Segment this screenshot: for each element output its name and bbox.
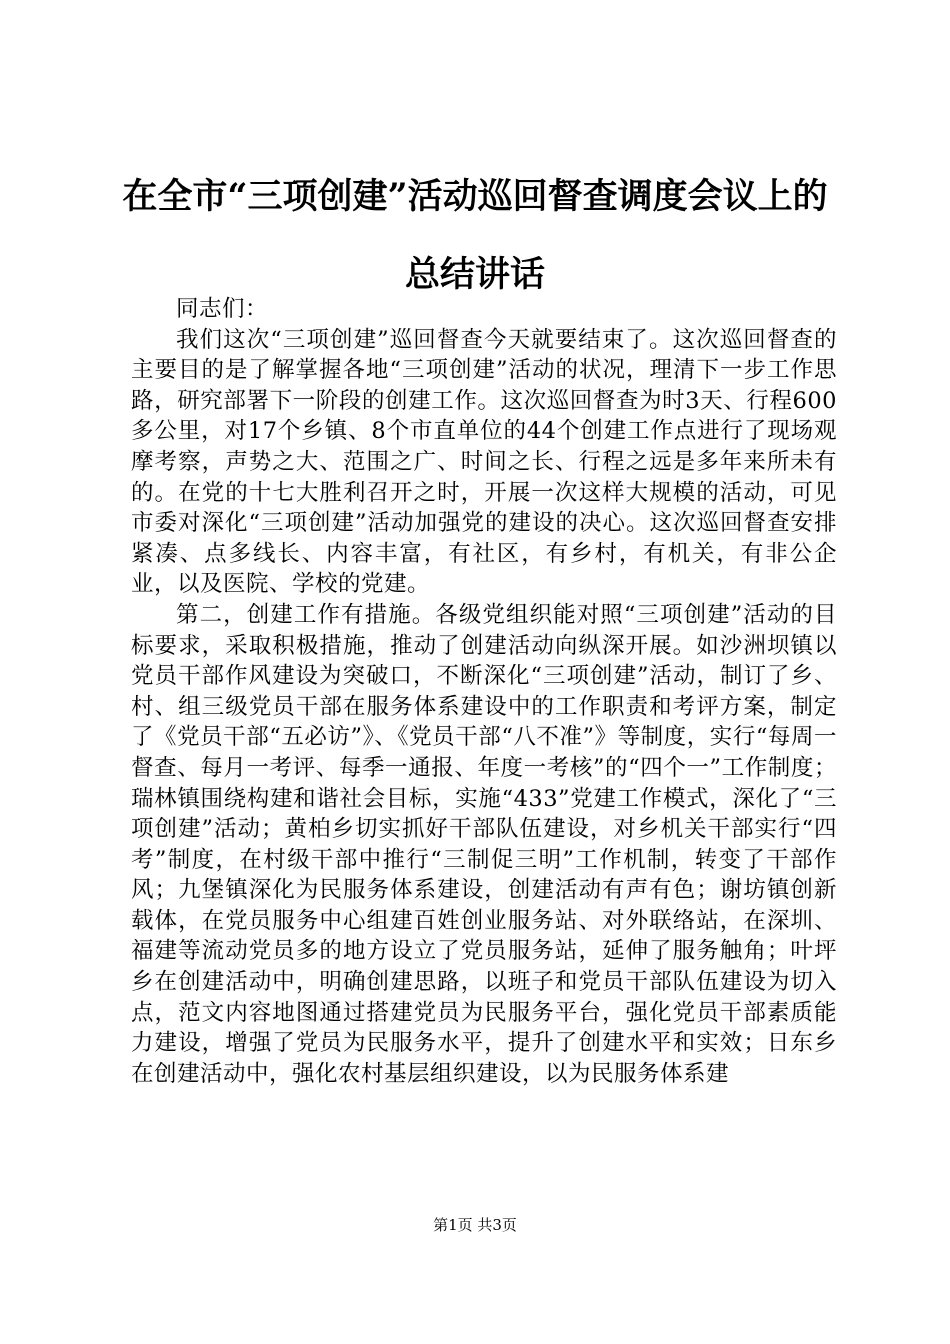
document-title: 在全市“三项创建”活动巡回督查调度会议上的总结讲话 <box>122 176 828 295</box>
document-body <box>131 294 837 1089</box>
salutation: 同志们： <box>176 296 269 322</box>
paragraph-intro: 我们这次“三项创建”巡回督查今天就要结束了。这次巡回督查的主要目的是了解掌握各地“三项创建”活动的状况，理清下一步工作思路，研究部署下一阶段的创建工作。这次巡回督查为时3天、行程600多公里，对17个乡镇、8个市直单位的44个创建工作点进行了现场观摩考察，声势之大、范围之广、时间之长、行程之远是多年来所未有的。在党的十七大胜利召开之时，开展一次这样大规模的活动，可见市委对深化“三项创建”活动加强党的建设的决心。这次巡回督查安排紧凑、点多线长、内容丰富，有社区，有乡村，有机关，有非公企业，以及医院、学校的党建。 <box>131 326 837 598</box>
page-footer: 第1页 共3页 <box>433 1216 517 1234</box>
paragraph-measures: 第二，创建工作有措施。各级党组织能对照“三项创建”活动的目标要求，采取积极措施，推动了创建活动向纵深开展。如沙洲坝镇以党员干部作风建设为突破口，不断深化“三项创建”活动，制订了乡、村、组三级党员干部在服务体系建设中的工作职责和考评方案，制定了《党员干部“五必访”》、《党员干部“八不准”》等制度，实行“每周一督查、每月一考评、每季一通报、年度一考核”的“四个一”工作制度；瑞林镇围绕构建和谐社会目标，实施“433”党建工作模式，深化了“三项创建”活动；黄柏乡切实抓好干部队伍建设，对乡机关干部实行“四考”制度，在村级干部中推行“三制促三明”工作机制，转变了干部作风；九堡镇深化为民服务体系建设，创建活动有声有色；谢坊镇创新载体，在党员服务中心组建百姓创业服务站、对外联络站，在深圳、福建等流动党员多的地方设立了党员服务站，延伸了服务触角；叶坪乡在创建活动中，明确创建思路，以班子和党员干部队伍建设为切入点，范文内容地图通过搭建党员为民服务平台，强化党员干部素质能力建设，增强了党员为民服务水平，提升了创建水平和实效；日东乡在创建活动中，强化农村基层组织建设，以为民服务体系建 <box>131 601 837 1087</box>
